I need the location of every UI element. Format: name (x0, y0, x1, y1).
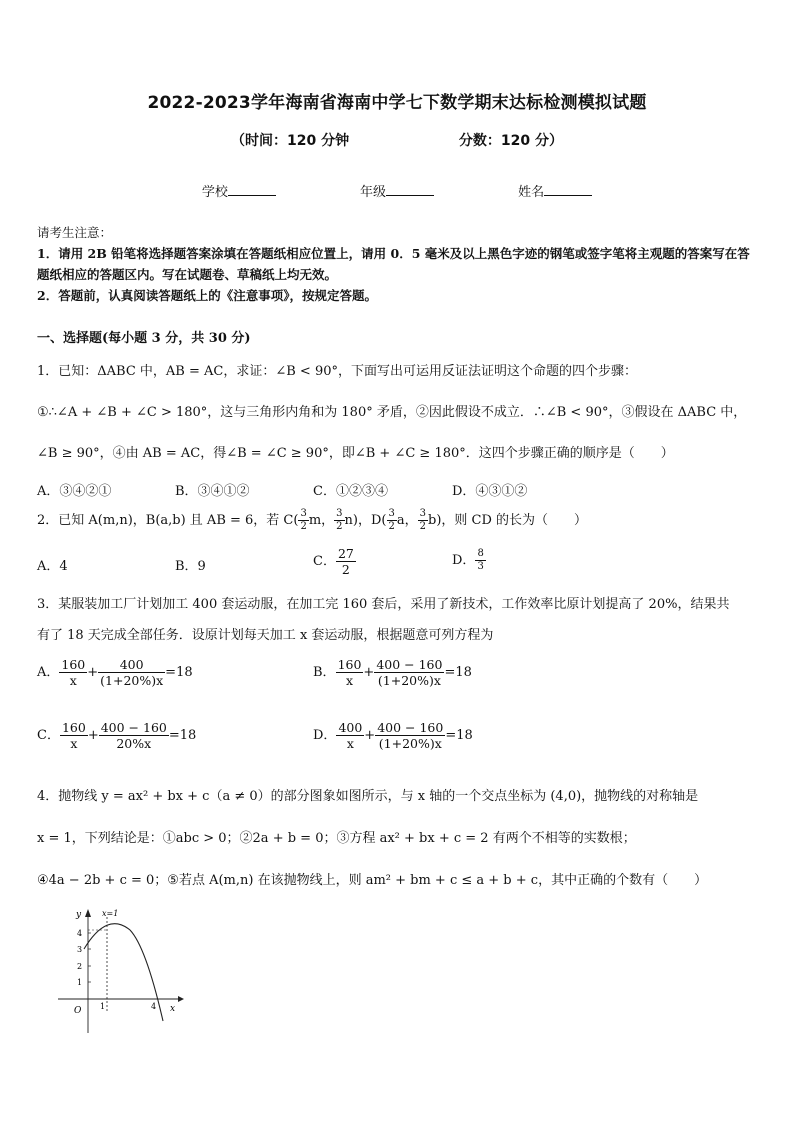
parabola-graph (58, 903, 188, 1043)
notice-heading: 请考生注意： (37, 225, 113, 240)
x-axis-arrow (178, 996, 184, 1002)
q2-stem: 2．已知 A(m,n)，B(a,b) 且 AB = 6，若 C( $\frac{3}{2}$ m， $\frac{3}{2}$ n)，D( $\frac{3}{2}$ a， $\frac{3}{2}$ b)，则 CD 的长为（ ） (37, 508, 588, 532)
q2-option-b[interactable]: B．9 (175, 559, 206, 574)
symmetry-label: x=1 (102, 909, 119, 918)
y-tick-label-1: 1 (77, 978, 83, 987)
q1-option-c[interactable]: C．①②③④ (313, 484, 388, 499)
q1-line2: ①∴∠A + ∠B + ∠C > 180°，这与三角形内角和为 180° 矛盾，②因此假设不成立．∴∠B < 90°，③假设在 ΔABC 中， (37, 405, 747, 420)
y-tick-label-3: 3 (77, 945, 83, 954)
q2-option-a[interactable]: A．4 (37, 559, 68, 574)
grade-field: 年级 (360, 181, 434, 200)
school-field: 学校 (202, 181, 276, 200)
notice-block (37, 222, 759, 306)
exam-title: 2022-2023学年海南省海南中学七下数学期末达标检测模拟试题 (147, 93, 647, 113)
name-field: 姓名 (518, 181, 592, 200)
q1-option-d[interactable]: D．④③①② (452, 484, 528, 499)
q3-option-a[interactable]: A． $\frac{160}{x}$ + $\frac{400}{(1+20\%)x}$ =18 (37, 657, 193, 688)
y-axis-arrow (85, 909, 91, 917)
notice-item-2: 2．答题前，认真阅读答题纸上的《注意事项》，按规定答题。 (37, 288, 377, 303)
y-tick-label-4: 4 (77, 929, 83, 938)
q4-line1: 4．抛物线 y = ax² + bx + c（a ≠ 0）的部分图象如图所示，与 x 轴的一个交点坐标为 (4,0)，抛物线的对称轴是 (37, 789, 699, 804)
x-tick-label-1: 1 (100, 1002, 106, 1011)
q3-option-d[interactable]: D． $\frac{400}{x}$ + $\frac{400 - 160}{(1+20\%)x}$ =18 (313, 720, 473, 751)
name-blank[interactable] (544, 184, 592, 196)
q1-option-b[interactable]: B．③④①② (175, 484, 250, 499)
school-blank[interactable] (228, 184, 276, 196)
q3-option-c[interactable]: C． $\frac{160}{x}$ + $\frac{400 - 160}{20\%x}$ =18 (37, 720, 197, 751)
x-tick-label-4: 4 (151, 1002, 157, 1011)
section-heading: 一、选择题(每小题 3 分，共 30 分) (37, 331, 251, 346)
exam-time: （时间：120 分钟 (231, 133, 350, 149)
q1-option-a[interactable]: A．③④②① (37, 484, 112, 499)
grade-blank[interactable] (386, 184, 434, 196)
q2-option-c[interactable]: C． $\frac{27}{2}$ (313, 546, 354, 577)
notice-item-1: 1．请用 2B 铅笔将选择题答案涂填在答题纸相应位置上，请用 0．5 毫米及以上黑色字迹的钢笔或签字笔将主观题的答案写在答题纸相应的答题区内。写在试题卷、草稿纸上均无效。 (37, 246, 750, 282)
student-info-fields (0, 181, 794, 200)
q1-line3: ∠B ≥ 90°，④由 AB = AC，得∠B = ∠C ≥ 90°，即∠B + ∠C ≥ 180°．这四个步骤正确的顺序是（ ） (37, 446, 674, 461)
q1-line1: 1．已知：ΔABC 中，AB = AC，求证：∠B < 90°，下面写出可运用反证法证明这个命题的四个步骤： (37, 364, 637, 379)
q3-line2: 有了 18 天完成全部任务．设原计划每天加工 x 套运动服，根据题意可列方程为 (37, 628, 494, 643)
exam-subtitle (0, 130, 794, 150)
q4-line3: ④4a − 2b + c = 0；⑤若点 A(m,n) 在该抛物线上，则 am² + bm + c ≤ a + b + c，其中正确的个数有（ ） (37, 873, 708, 888)
q3-option-b[interactable]: B． $\frac{160}{x}$ + $\frac{400 - 160}{(1+20\%)x}$ =18 (313, 657, 472, 688)
y-axis-label: y (76, 910, 82, 920)
origin-label: O (74, 1006, 82, 1016)
y-tick-label-2: 2 (77, 962, 83, 971)
x-axis-label: x (170, 1004, 176, 1014)
exam-score: 分数：120 分） (458, 133, 563, 149)
q3-line1: 3．某服装加工厂计划加工 400 套运动服，在加工完 160 套后，采用了新技术，工作效率比原计划提高了 20%，结果共 (37, 597, 730, 612)
q2-option-d[interactable]: D． $\frac{8}{3}$ (452, 548, 484, 572)
q4-line2: x = 1，下列结论是：①abc > 0；②2a + b = 0；③方程 ax² + bx + c = 2 有两个不相等的实数根； (37, 831, 636, 846)
